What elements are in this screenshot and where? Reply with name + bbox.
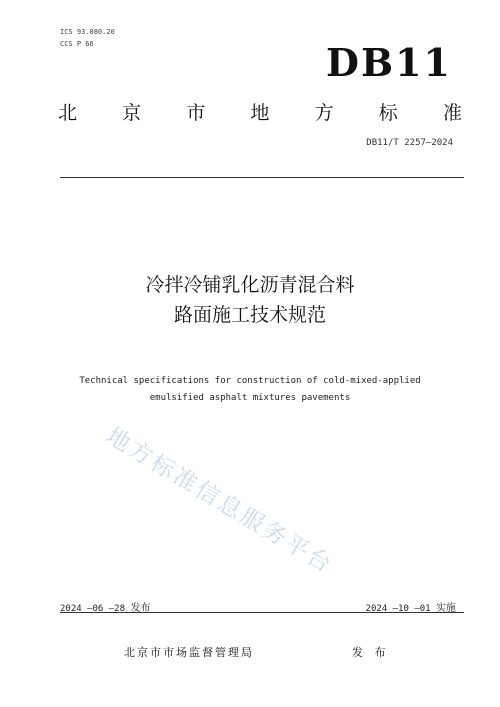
title-zh-line2: 路面施工技术规范 [173,304,326,326]
title-zh-line1: 冷拌冷铺乳化沥青混合料 [145,274,355,296]
bureau-char: 北 [58,102,78,124]
ccs-code: CCS P 66 [60,40,94,48]
header-divider [60,177,464,178]
release-label: 发布 [130,603,151,614]
bureau-char: 市 [186,102,206,124]
title-en-line2: emulsified asphalt mixtures pavements [149,393,351,403]
title-en-line1: Technical specifications for construction of cold-mixed-applied [79,376,421,386]
db-logo: DB11 [326,40,452,85]
issuer: 北京市市场监督管理局 [124,646,254,659]
ics-code: ICS 93.080.20 [60,28,115,36]
bureau-char: 准 [442,102,462,124]
bureau-char: 方 [314,102,334,124]
standard-number: DB11/T 2257—2024 [366,138,453,148]
bureau-char: 地 [250,102,270,124]
release-date-value: 2024 —06 —28 [60,604,126,614]
issue-label: 发 布 [352,646,390,659]
watermark: 地方标准信息服务平台 [101,423,338,580]
bureau-char: 标 [378,102,398,124]
implement-label: 实施 [436,603,456,614]
bureau-char: 京 [122,102,142,124]
implement-date-value: 2024 —10 —01 [365,604,431,614]
footer-divider [60,612,464,613]
bureau-title [58,98,462,125]
